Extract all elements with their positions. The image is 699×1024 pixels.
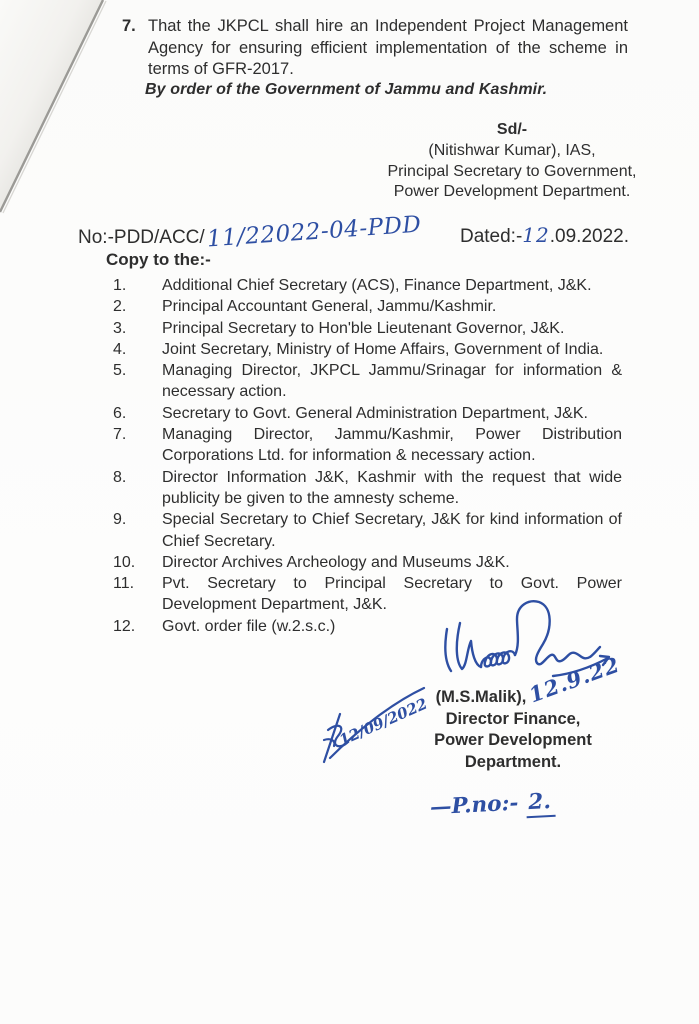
list-item-text: Principal Secretary to Hon'ble Lieutenant Governor, J&K. — [162, 319, 565, 337]
date-day-handwritten: 12 — [522, 223, 550, 247]
list-item-number: 7. — [113, 426, 127, 444]
reference-date — [460, 223, 629, 248]
list-item-text: Joint Secretary, Ministry of Home Affairs, Government of India. — [162, 340, 604, 358]
list-item-text: Managing Director, Jammu/Kashmir, Power Distribution Corporations Ltd. for information & necessary action. — [162, 426, 622, 465]
signatory-title-1: Principal Secretary to Government, — [387, 162, 637, 180]
list-item — [106, 467, 622, 510]
list-item — [106, 509, 622, 552]
list-item-text: Additional Chief Secretary (ACS), Finance Department, J&K. — [162, 277, 592, 294]
list-item-number: 8. — [113, 468, 127, 486]
copy-distribution-list — [106, 275, 622, 637]
list-item-text: Pvt. Secretary to Principal Secretary to Govt. Power Development Department, J&K. — [162, 575, 622, 614]
order-point-7 — [122, 16, 628, 81]
by-order-line: By order of the Government of Jammu and Kashmir. — [145, 81, 548, 98]
signatory-block — [372, 120, 652, 203]
list-item — [106, 318, 622, 339]
signature-name: (M.S.Malik), — [435, 688, 527, 706]
list-item-number: 1. — [113, 277, 127, 294]
sd-line: Sd/- — [496, 121, 528, 138]
date-label: Dated:- — [459, 226, 523, 247]
list-item-number: 10. — [113, 553, 136, 571]
page-number-value: 2. — [526, 789, 556, 818]
list-item-text: Secretary to Govt. General Administration Department, J&K. — [162, 404, 588, 422]
signature-title-2: Power Development Department. — [434, 731, 592, 771]
initials-date-handwritten: 12/09/2022 — [336, 694, 431, 750]
page-number-note — [429, 789, 555, 823]
list-item-number: 11. — [113, 575, 135, 593]
date-rest: .09.2022. — [549, 226, 629, 247]
list-item-number: 5. — [113, 362, 127, 380]
list-item-number: 6. — [113, 404, 127, 422]
list-item — [106, 339, 622, 360]
reference-number-handwritten: 11/22022-04-PDD — [205, 211, 422, 253]
list-item-number: 3. — [113, 319, 127, 337]
reference-number — [78, 211, 422, 253]
list-item — [106, 296, 622, 317]
page-number-prefix: —P.no:- — [429, 790, 519, 821]
list-item — [106, 403, 622, 424]
reference-number-printed: No:-PDD/ACC/ — [78, 227, 205, 248]
page-corner-crease — [0, 0, 115, 225]
list-item-text: Principal Accountant General, Jammu/Kashmir. — [162, 298, 497, 316]
list-item-number: 4. — [113, 340, 127, 358]
list-item — [106, 424, 622, 467]
list-item — [106, 360, 622, 403]
list-item-text: Director Information J&K, Kashmir with the request that wide publicity be given to the amnesty scheme. — [162, 468, 622, 507]
list-item — [106, 275, 622, 296]
list-item-number: 12. — [113, 617, 136, 635]
signatory-name: (Nitishwar Kumar), IAS, — [428, 141, 596, 159]
list-item-text: Managing Director, JKPCL Jammu/Srinagar for information & necessary action. — [162, 362, 622, 401]
list-item — [106, 552, 622, 573]
signature-date-handwritten: 12.9.22 — [525, 651, 624, 708]
list-item-text: Govt. order file (w.2.s.c.) — [162, 617, 336, 635]
order-point-7-number: 7. — [122, 17, 136, 35]
copy-to-heading: Copy to the:- — [106, 250, 211, 269]
signature-title-1: Director Finance, — [445, 709, 581, 728]
list-item-number: 9. — [113, 511, 127, 529]
signatory-title-2: Power Development Department. — [393, 183, 631, 201]
order-point-7-text: That the JKPCL shall hire an Independent Project Management Agency for ensuring efficient implementation of the scheme in terms of GFR-2017. — [148, 17, 628, 78]
list-item-text: Director Archives Archeology and Museums J&K. — [162, 553, 510, 571]
list-item-number: 2. — [113, 298, 127, 316]
list-item-text: Special Secretary to Chief Secretary, J&K for kind information of Chief Secretary. — [162, 511, 622, 550]
